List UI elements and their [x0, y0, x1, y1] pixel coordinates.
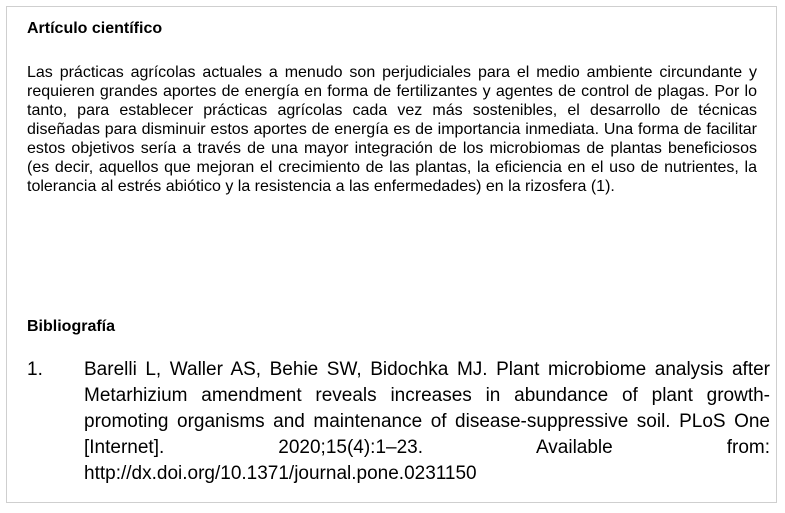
- bibliography-item-text: Barelli L, Waller AS, Behie SW, Bidochka MJ. Plant microbiome analysis after Metarhizium amendment reveals increases in abundance of plant growth-promoting organisms and maintenance of disease-suppressive soil. PLoS One [Internet]. 2020;15(4):1–23. Available from: http://dx.doi.org/10.1371/journal.pone.0231150: [84, 359, 770, 484]
- bibliography-heading: Bibliografía: [27, 318, 116, 335]
- article-heading: Artículo científico: [27, 20, 163, 37]
- document-frame: [6, 6, 777, 503]
- bibliography-item: [27, 357, 771, 487]
- bibliography-item-number: 1.: [27, 359, 43, 380]
- article-paragraph: Las prácticas agrícolas actuales a menudo son perjudiciales para el medio ambiente circundante y requieren grandes aportes de energía en forma de fertilizantes y agentes de control de plagas. Por lo tanto, para establecer prácticas agrícolas cada vez más sostenibles, el desarrollo de técnicas diseñadas para disminuir estos aportes de energía es de importancia inmediata. Una forma de facilitar estos objetivos sería a través de una mayor integración de los microbiomas de plantas beneficiosos (es decir, aquellos que mejoran el crecimiento de las plantas, la eficiencia en el uso de nutrientes, la tolerancia al estrés abiótico y la resistencia a las enfermedades) en la rizosfera (1).: [27, 64, 757, 195]
